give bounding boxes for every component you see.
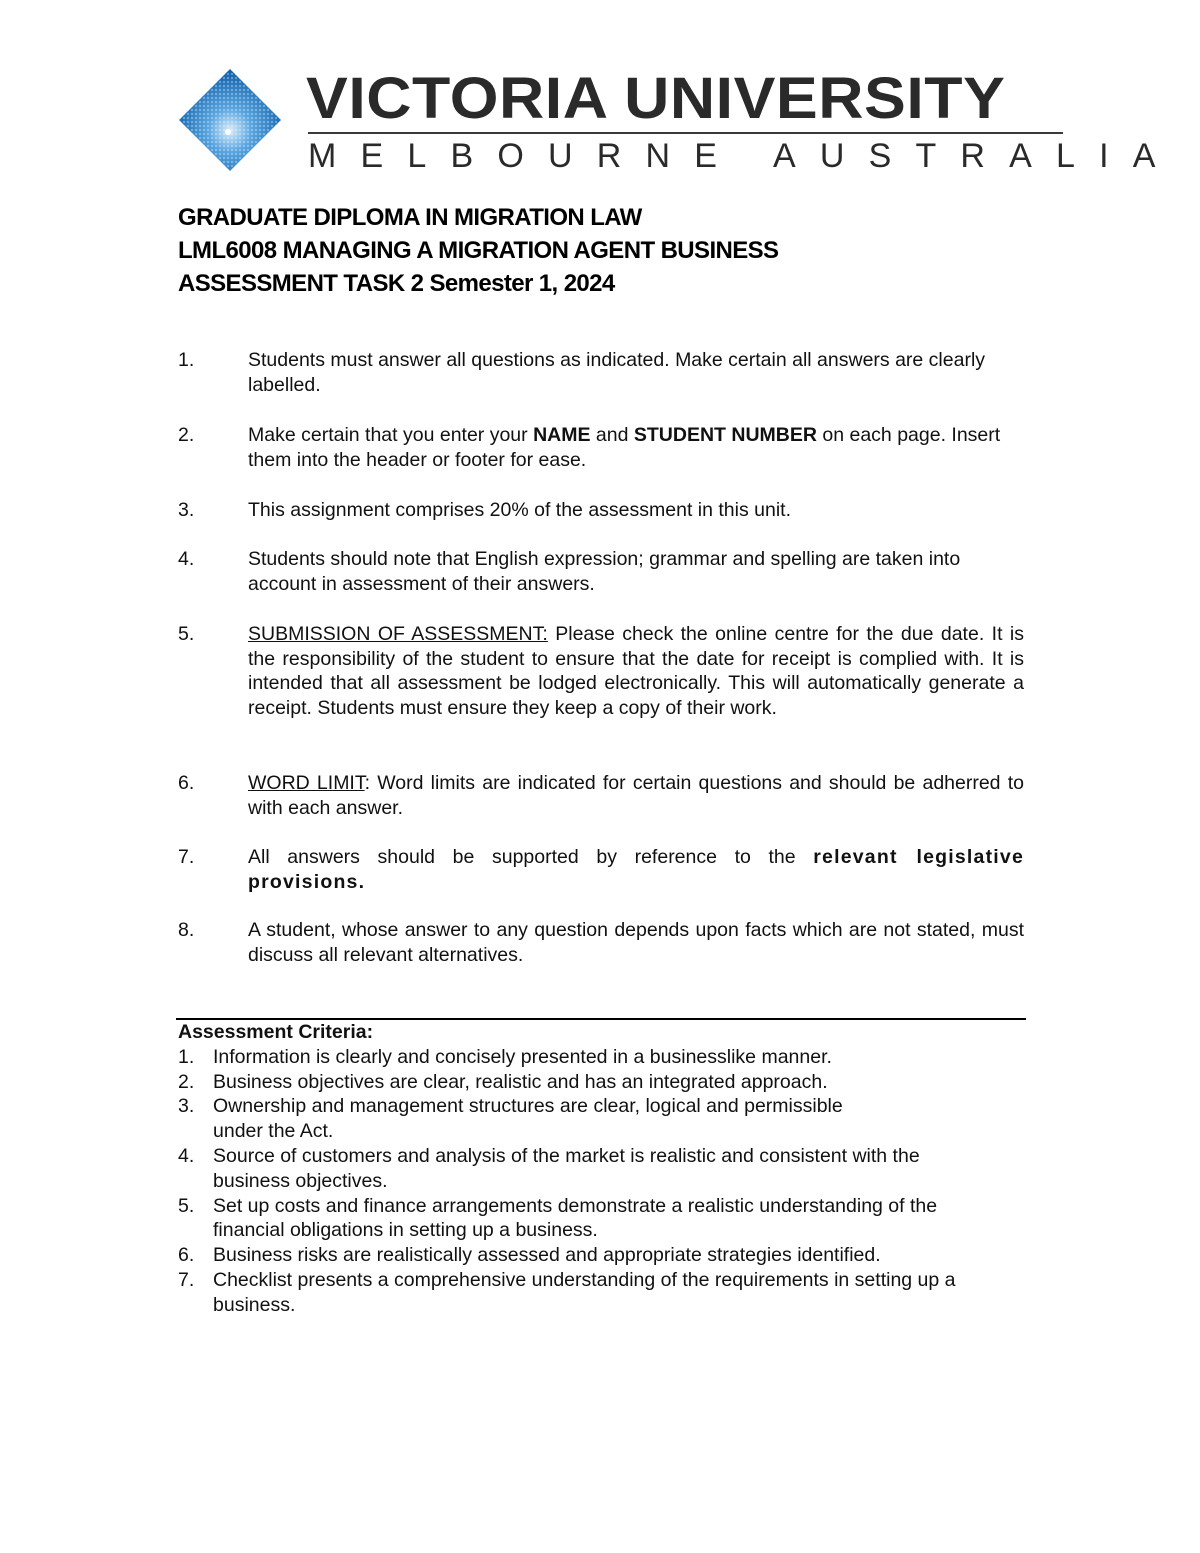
logo-divider (308, 132, 1063, 134)
instruction-text: Students should note that English expression; grammar and spelling are taken into account in assessment of their answers. (248, 548, 961, 595)
instruction-item (178, 547, 1024, 596)
heading-line-1: GRADUATE DIPLOMA IN MIGRATION LAW (178, 204, 642, 231)
logo-title: VICTORIA UNIVERSITY (306, 66, 1006, 131)
instruction-number: 4. (178, 548, 195, 570)
instruction-text (248, 423, 1024, 472)
criteria-item (178, 1070, 1024, 1095)
criteria-text: Source of customers and analysis of the market is realistic and consistent with the business objectives. (213, 1144, 920, 1192)
instruction-number: 5. (178, 623, 195, 645)
criteria-item (178, 1194, 1024, 1244)
criteria-item (178, 1094, 1024, 1144)
instruction-item (178, 423, 1024, 472)
heading-line-3: ASSESSMENT TASK 2 Semester 1, 2024 (178, 270, 615, 297)
criteria-number: 2. (178, 1070, 195, 1093)
criteria-item (178, 1045, 1024, 1070)
instruction-number: 2. (178, 424, 195, 446)
text-run: : Word limits are indicated for certain questions and should be adherred to with each answer. (248, 772, 1024, 819)
criteria-text-continued: under the Act. (213, 1120, 334, 1143)
criteria-item (178, 1144, 1024, 1194)
instruction-number: 7. (178, 846, 195, 868)
student-number-emphasis: STUDENT NUMBER (633, 424, 817, 446)
name-emphasis: NAME (533, 424, 591, 446)
heading-line-2: LML6008 MANAGING A MIGRATION AGENT BUSINESS (178, 237, 779, 264)
text-run: Please check the online centre for the due date. It is the responsibility of the student to ensure that the date for receipt is complied with. It is intended that all assessment be lodged electronically. This will automatically generate a receipt. Students must ensure they keep a copy of their work. (248, 623, 1024, 719)
text-run: All answers should be supported by reference to the (248, 846, 814, 868)
university-logo (178, 66, 1180, 175)
criteria-item (178, 1268, 1024, 1318)
text-run: on each page. Insert them into the header or footer for ease. (248, 424, 1001, 471)
criteria-number: 1. (178, 1045, 195, 1068)
instruction-item (178, 771, 1024, 820)
legislative-emphasis: relevant legislative provisions. (248, 846, 1024, 893)
word-limit-label: WORD LIMIT (248, 772, 365, 794)
criteria-number: 6. (178, 1244, 195, 1267)
instruction-text: This assignment comprises 20% of the assessment in this unit. (248, 499, 791, 521)
document-heading (178, 201, 1038, 300)
instruction-item (178, 498, 1024, 523)
criteria-number: 4. (178, 1144, 195, 1167)
criteria-text: Information is clearly and concisely presented in a businesslike manner. (213, 1045, 832, 1068)
text-run: and (590, 424, 634, 446)
criteria-heading: Assessment Criteria: (178, 1021, 374, 1043)
instruction-number: 6. (178, 772, 195, 794)
instruction-text (248, 622, 1024, 720)
logo-subtitle: MELBOURNE AUSTRALIA (308, 137, 1180, 175)
instruction-text (248, 845, 1024, 894)
instruction-text: A student, whose answer to any question depends upon facts which are not stated, must discuss all relevant alternatives. (248, 919, 1024, 966)
criteria-number: 5. (178, 1194, 195, 1217)
instruction-item (178, 918, 1024, 967)
submission-label: SUBMISSION OF ASSESSMENT: (248, 623, 548, 645)
instruction-text (248, 771, 1024, 820)
criteria-text: Business risks are realistically assessed and appropriate strategies identified. (213, 1244, 881, 1267)
criteria-text: Business objectives are clear, realistic and has an integrated approach. (213, 1070, 828, 1093)
instruction-item (178, 622, 1024, 720)
criteria-text: Ownership and management structures are clear, logical and permissible (213, 1095, 843, 1118)
criteria-number: 7. (178, 1268, 195, 1291)
instruction-number: 8. (178, 919, 195, 941)
criteria-text: Checklist presents a comprehensive understanding of the requirements in setting up a business. (213, 1268, 956, 1316)
assessment-criteria (178, 1020, 1024, 1318)
criteria-text: Set up costs and finance arrangements demonstrate a realistic understanding of the financial obligations in setting up a business. (213, 1194, 938, 1242)
instruction-item (178, 348, 1024, 397)
criteria-item (178, 1243, 1024, 1268)
instruction-text: Students must answer all questions as indicated. Make certain all answers are clearly labelled. (248, 349, 986, 396)
instruction-number: 1. (178, 349, 195, 371)
instruction-item (178, 845, 1024, 894)
instruction-number: 3. (178, 499, 195, 521)
criteria-number: 3. (178, 1095, 195, 1118)
text-run: Make certain that you enter your (248, 424, 534, 446)
diamond-logo-icon (178, 68, 282, 172)
